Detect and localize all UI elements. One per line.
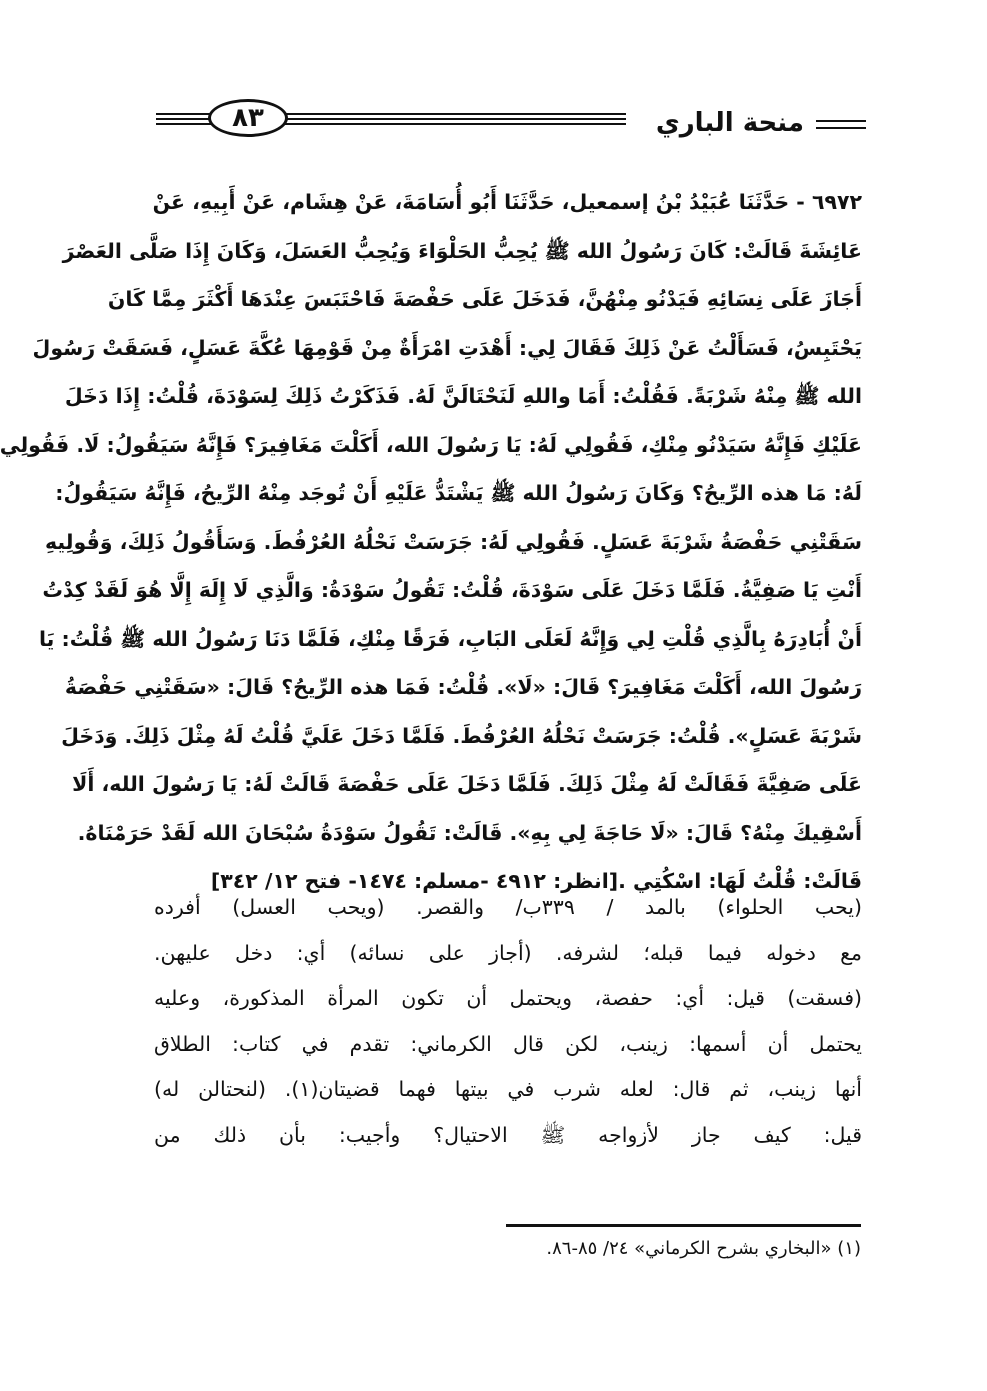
hadith-line: أَنْتِ يَا صَفِيَّةُ. فَلَمَّا دَخَلَ عَلَى سَوْدَةَ، قُلْتُ: تَقُولُ سَوْدَةُ: وَالَّذِي لَا إِلَهَ إِلَّا هُوَ لَقَدْ كِدْتُ	[42, 578, 862, 602]
hadith-line-reference: قَالَتْ: قُلْتُ لَهَا: اسْكُتِي .[انظر: ٤٩١٢ -مسلم: ١٤٧٤- فتح ١٢/ ٣٤٢]	[210, 869, 862, 893]
footnote-divider	[506, 1224, 861, 1227]
hadith-line: الله ﷺ مِنْهُ شَرْبَةً. فَقُلْتُ: أَمَا واللهِ لَنَحْتَالَنَّ لَهُ. فَذَكَرْتُ ذَلِكَ لِسَوْدَةَ، قُلْتُ: إِذَا دَخَلَ	[64, 384, 862, 408]
commentary-line: (فسقت) قيل: أي: حفصة، ويحتمل أن تكون المرأة المذكورة، وعليه	[154, 986, 862, 1010]
hadith-line: شَرْبَةَ عَسَلٍ». قُلْتُ: جَرَسَتْ نَحْلُهُ العُرْفُطَ. فَلَمَّا دَخَلَ عَلَيَّ قُلْتُ لَهُ مِثْلَ ذَلِكَ. وَدَخَلَ	[61, 723, 862, 748]
hadith-line: يَحْتَبِسُ، فَسَأَلْتُ عَنْ ذَلِكَ فَقَالَ لِي: أَهْدَتِ امْرَأَةٌ مِنْ قَوْمِهَا عُكَّةَ عَسَلٍ، فَسَقَتْ رَسُولَ	[32, 335, 862, 360]
hadith-line: لَهُ: مَا هذه الرِّيحُ؟ وَكَانَ رَسُولُ الله ﷺ يَشْتَدُّ عَلَيْهِ أَنْ تُوجَد مِنْهُ الرِّيحُ، فَإِنَّهُ سَيَقُولُ:	[55, 481, 862, 505]
commentary-line: أنها زينب، ثم قال: لعله شرب في بيتها فهما قضيتان(١). (لنحتالن له)	[154, 1077, 862, 1101]
hadith-line: عَلَى صَفِيَّةَ فَقَالَتْ لَهُ مِثْلَ ذَلِكَ. فَلَمَّا دَخَلَ عَلَى حَفْصَةَ قَالَتْ لَهُ: يَا رَسُولَ الله، أَلَا	[72, 772, 862, 796]
hadith-line: سَقَتْنِي حَفْصَةُ شَرْبَةَ عَسَلٍ. فَقُولِي لَهُ: جَرَسَتْ نَحْلُهُ العُرْفُطَ. وَسَأَقُولُ ذَلِكَ، وَقُولِيهِ	[45, 529, 862, 554]
page-number: ٨٣	[208, 99, 288, 137]
hadith-line: أَنْ أُبَادِرَهُ بِالَّذِي قُلْتِ لِي وَإِنَّهُ لَعَلَى البَابِ، فَرَقًا مِنْكِ، فَلَمَّا دَنَا رَسُولُ الله ﷺ قُلْتُ: يَا	[38, 626, 862, 651]
hadith-line: عَلَيْكِ فَإِنَّهُ سَيَدْنُو مِنْكِ، فَقُولِي لَهُ: يَا رَسُولَ الله، أَكَلْتَ مَغَافِيرَ؟ فَإِنَّهُ سَيَقُولُ: لَا. فَقُولِي	[0, 432, 862, 457]
hadith-line: عَائِشَةَ قَالَتْ: كَانَ رَسُولُ الله ﷺ يُحِبُّ الحَلْوَاءَ وَيُحِبُّ العَسَلَ، وَكَانَ إِذَا صَلَّى العَصْرَ	[62, 238, 862, 263]
book-title: منحة الباري	[655, 108, 804, 138]
hadith-line: ٦٩٧٢ - حَدَّثَنَا عُبَيْدُ بْنُ إسمعيل، حَدَّثَنَا أَبُو أُسَامَةَ، عَنْ هِشَام، عَنْ أَبِيهِ، عَنْ	[152, 190, 862, 214]
commentary-line: يحتمل أن أسمها: زينب، لكن قال الكرماني: تقدم في كتاب: الطلاق	[154, 1031, 862, 1056]
header-ornament-right	[816, 120, 866, 130]
commentary-text	[154, 885, 862, 1158]
page-header	[156, 96, 866, 152]
commentary-line: مع دخوله فيما قبله؛ لشرفه. (أجاز على نسائه) أي: دخل عليهن.	[154, 940, 862, 965]
hadith-line: أَجَازَ عَلَى نِسَائِهِ فَيَدْنُو مِنْهُنَّ، فَدَخَلَ عَلَى حَفْصَةَ فَاحْتَبَسَ عِنْدَهَا أَكْثَرَ مِمَّا كَانَ	[107, 287, 862, 311]
commentary-line: (يحب الحلواء) بالمد / ٣٣٩ب/ والقصر. (ويحب العسل) أفرده	[154, 895, 862, 919]
hadith-text	[0, 178, 862, 906]
commentary-line: قيل: كيف جاز لأزواجه ﷺ الاحتيال؟ وأجيب: بأن ذلك من	[154, 1122, 862, 1147]
hadith-line: رَسُولَ الله، أَكَلْتَ مَغَافِيرَ؟ قَالَ: «لَا». قُلْتُ: فَمَا هذه الرِّيحُ؟ قَالَ: «سَقَتْنِي حَفْصَةُ	[64, 675, 862, 699]
footnote: (١) «البخاري بشرح الكرماني» ٢٤/ ٨٥-٨٦.	[546, 1238, 861, 1259]
hadith-line: أَسْقِيكَ مِنْهُ؟ قَالَ: «لَا حَاجَةَ لِي بِهِ». قَالَتْ: تَقُولُ سَوْدَةُ سُبْحَانَ الله لَقَدْ حَرَمْنَاهُ.	[77, 820, 862, 845]
